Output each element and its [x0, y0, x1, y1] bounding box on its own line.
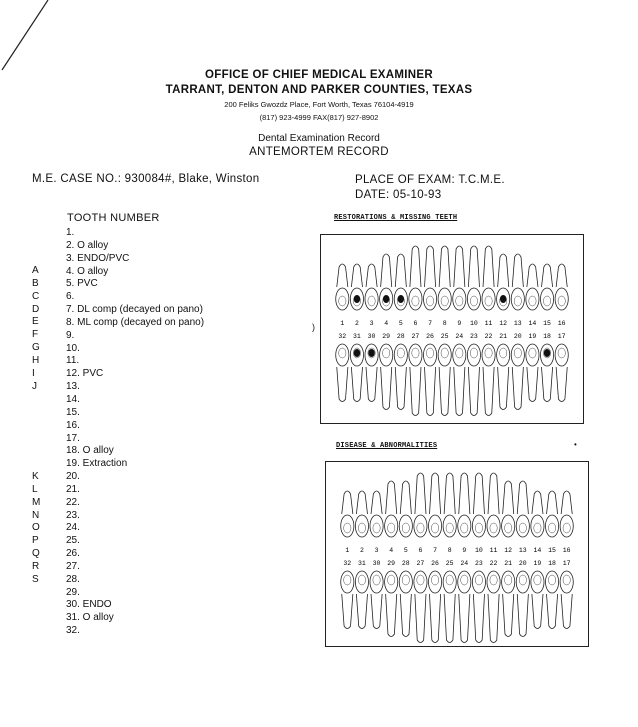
tooth-row: 16. [66, 419, 80, 431]
letterhead [0, 68, 638, 159]
upper-tooth-crown [487, 515, 500, 537]
lower-tooth-crown [545, 571, 558, 593]
upper-tooth-root [527, 264, 538, 287]
upper-tooth-crown [385, 515, 398, 537]
primary-tooth-letter: N [32, 509, 40, 521]
upper-tooth-root [366, 264, 377, 287]
lower-tooth-number: 31 [353, 333, 361, 340]
lower-tooth-root [454, 367, 465, 416]
tooth-row: 11. [66, 355, 80, 367]
primary-tooth-letter: D [32, 303, 40, 315]
lower-tooth-root [410, 367, 421, 416]
upper-tooth-number: 1 [340, 320, 345, 327]
disease-label: DISEASE & ABNORMALITIES [336, 442, 438, 450]
primary-letters-lower [32, 471, 40, 587]
upper-tooth-number: 2 [354, 320, 359, 327]
restorations-chart [320, 234, 584, 424]
upper-tooth-number: 7 [433, 547, 438, 554]
lower-tooth-number: 28 [396, 333, 405, 340]
lower-tooth-root [425, 367, 436, 416]
disease-chart [325, 461, 589, 647]
lower-tooth-root [459, 594, 470, 643]
upper-tooth-root [386, 481, 397, 514]
upper-tooth-crown [531, 515, 544, 537]
lower-tooth-crown [516, 571, 529, 593]
lower-tooth-crown [511, 344, 524, 366]
primary-tooth-letter: I [32, 367, 35, 379]
upper-tooth-root [488, 473, 499, 514]
tooth-row: 29. [66, 586, 80, 598]
lower-tooth-crown [355, 571, 368, 593]
upper-tooth-number: 9 [462, 547, 467, 554]
upper-tooth-number: 12 [499, 320, 508, 327]
exam-info [355, 173, 505, 203]
upper-tooth-root [459, 473, 470, 514]
upper-tooth-number: 10 [470, 320, 478, 327]
upper-tooth-crown [502, 515, 515, 537]
lower-tooth-root [395, 367, 406, 410]
lower-tooth-number: 24 [460, 560, 469, 567]
upper-tooth-number: 13 [513, 320, 522, 327]
upper-tooth-root [468, 246, 479, 287]
lower-tooth-number: 18 [543, 333, 551, 340]
upper-tooth-number: 8 [442, 320, 447, 327]
upper-tooth-root [542, 264, 553, 287]
lower-tooth-crown [399, 571, 412, 593]
upper-tooth-root [400, 481, 411, 514]
upper-tooth-crown [341, 515, 354, 537]
lower-tooth-root [444, 594, 455, 643]
upper-tooth-crown [482, 288, 495, 310]
lower-tooth-number: 18 [548, 560, 556, 567]
lower-tooth-crown [380, 344, 393, 366]
lower-tooth-crown [487, 571, 500, 593]
tooth-row: 7. DL comp (decayed on pano) [66, 304, 203, 316]
office-phone: (817) 923-4999 FAX(817) 927-8902 [259, 113, 379, 122]
office-address: 200 Feliks Gwozdz Place, Fort Worth, Texas 76104-4919 [224, 100, 414, 109]
tooth-list [66, 227, 204, 638]
tooth-row: 20. [66, 471, 80, 483]
upper-tooth-root [337, 264, 348, 287]
upper-tooth-number: 3 [369, 320, 374, 327]
upper-tooth-crown [438, 288, 451, 310]
upper-tooth-crown [336, 288, 349, 310]
upper-tooth-crown [428, 515, 441, 537]
case-number: M.E. CASE NO.: 930084#, Blake, Winston [32, 173, 260, 185]
upper-tooth-root [454, 246, 465, 287]
lower-tooth-crown [472, 571, 485, 593]
lower-tooth-number: 22 [484, 333, 493, 340]
tooth-row: 14. [66, 393, 80, 405]
lower-tooth-crown [438, 344, 451, 366]
upper-tooth-number: 9 [457, 320, 462, 327]
tooth-row: 2. O alloy [66, 239, 109, 251]
primary-tooth-letter: A [32, 265, 39, 276]
upper-tooth-crown [414, 515, 427, 537]
lower-tooth-root [556, 367, 567, 402]
lower-tooth-number: 30 [367, 333, 376, 340]
upper-tooth-crown [540, 288, 553, 310]
tooth-row: 18. O alloy [66, 445, 114, 457]
counties-title: TARRANT, DENTON AND PARKER COUNTIES, TEXAS [165, 84, 473, 96]
primary-tooth-letter: L [32, 483, 38, 495]
tooth-row: 13. [66, 381, 80, 393]
tooth-row: 22. [66, 496, 80, 508]
upper-tooth-crown [511, 288, 524, 310]
exam-date: DATE: 05-10-93 [355, 189, 442, 201]
upper-tooth-crown [516, 515, 529, 537]
upper-tooth-number: 5 [398, 320, 403, 327]
tooth-row: 17. [66, 432, 80, 444]
upper-tooth-root [517, 481, 528, 514]
lower-tooth-crown [394, 344, 407, 366]
primary-tooth-letter: C [32, 290, 40, 302]
primary-tooth-letter: H [32, 354, 40, 366]
lower-tooth-crown [560, 571, 573, 593]
tooth-row: 19. Extraction [66, 458, 128, 470]
upper-tooth-number: 2 [359, 547, 364, 554]
lower-tooth-root [351, 367, 362, 402]
lower-tooth-number: 26 [431, 560, 439, 567]
upper-tooth-crown [560, 515, 573, 537]
upper-tooth-root [512, 254, 523, 287]
upper-tooth-number: 11 [484, 320, 493, 327]
upper-tooth-crown [472, 515, 485, 537]
upper-tooth-root [439, 246, 450, 287]
tooth-row: 26. [66, 548, 80, 560]
upper-tooth-number: 15 [543, 320, 551, 327]
lower-tooth-root [488, 594, 499, 643]
lower-tooth-root [483, 367, 494, 416]
restoration-mark [500, 295, 506, 303]
lower-tooth-crown [428, 571, 441, 593]
primary-tooth-letter: E [32, 316, 39, 328]
lower-tooth-crown [409, 344, 422, 366]
upper-tooth-number: 1 [345, 547, 350, 554]
tooth-row: 10. [66, 342, 80, 354]
lower-tooth-crown [526, 344, 539, 366]
tooth-row: 32. [66, 625, 80, 637]
upper-tooth-number: 6 [413, 320, 418, 327]
lower-tooth-crown [467, 344, 480, 366]
lower-tooth-root [415, 594, 426, 643]
primary-tooth-letter: P [32, 535, 39, 547]
lower-tooth-number: 25 [445, 560, 454, 567]
restorations-label: RESTORATIONS & MISSING TEETH [334, 214, 458, 222]
upper-tooth-crown [453, 288, 466, 310]
upper-tooth-root [381, 254, 392, 287]
upper-tooth-number: 16 [562, 547, 571, 554]
lower-tooth-number: 21 [499, 333, 508, 340]
tooth-row: 31. O alloy [66, 612, 114, 624]
lower-tooth-number: 25 [440, 333, 449, 340]
upper-tooth-root [444, 473, 455, 514]
lower-tooth-root [542, 367, 553, 402]
lower-tooth-root [561, 594, 572, 629]
upper-tooth-number: 6 [418, 547, 423, 554]
lower-tooth-number: 27 [411, 333, 420, 340]
upper-tooth-crown [443, 515, 456, 537]
upper-tooth-crown [458, 515, 471, 537]
tooth-row: 4. O alloy [66, 265, 109, 277]
lower-tooth-number: 32 [338, 333, 347, 340]
lower-tooth-root [430, 594, 441, 643]
lower-tooth-number: 29 [387, 560, 396, 567]
tooth-row: 30. ENDO [66, 599, 112, 611]
lower-tooth-number: 21 [504, 560, 513, 567]
lower-tooth-root [337, 367, 348, 402]
upper-tooth-crown [365, 288, 378, 310]
primary-tooth-letter: S [32, 573, 39, 585]
tooth-row: 6. [66, 291, 75, 303]
lower-tooth-root [400, 594, 411, 637]
tooth-row: 15. [66, 406, 80, 418]
tooth-row: 5. PVC [66, 278, 98, 290]
primary-letters-upper [32, 265, 40, 393]
lower-tooth-root [342, 594, 353, 629]
place-of-exam: PLACE OF EXAM: T.C.M.E. [355, 174, 505, 186]
upper-tooth-root [498, 254, 509, 287]
lower-tooth-crown [458, 571, 471, 593]
upper-tooth-number: 13 [518, 547, 527, 554]
lower-tooth-root [473, 594, 484, 643]
lower-tooth-crown [497, 344, 510, 366]
lower-tooth-crown [502, 571, 515, 593]
upper-tooth-crown [399, 515, 412, 537]
upper-tooth-root [395, 254, 406, 287]
lower-tooth-number: 29 [382, 333, 391, 340]
lower-tooth-number: 17 [557, 333, 566, 340]
upper-tooth-crown [423, 288, 436, 310]
upper-tooth-number: 14 [528, 320, 537, 327]
lower-tooth-root [356, 594, 367, 629]
lower-tooth-number: 23 [470, 333, 478, 340]
primary-tooth-letter: Q [32, 548, 40, 560]
tooth-row: 21. [66, 483, 80, 495]
record-type: Dental Examination Record [258, 133, 380, 144]
lower-tooth-number: 32 [343, 560, 352, 567]
record-title: ANTEMORTEM RECORD [249, 146, 389, 158]
tooth-row: 25. [66, 535, 80, 547]
lower-tooth-crown [385, 571, 398, 593]
lower-tooth-number: 23 [475, 560, 483, 567]
tooth-row: 27. [66, 560, 80, 572]
lower-tooth-number: 31 [358, 560, 366, 567]
upper-tooth-number: 12 [504, 547, 513, 554]
upper-tooth-number: 4 [384, 320, 389, 327]
lower-tooth-crown [423, 344, 436, 366]
upper-tooth-crown [555, 288, 568, 310]
tooth-row: 1. [66, 227, 75, 238]
primary-tooth-letter: M [32, 496, 41, 508]
upper-tooth-root [503, 481, 514, 514]
primary-tooth-letter: G [32, 342, 40, 354]
restoration-mark [398, 295, 404, 303]
primary-tooth-letter: K [32, 471, 39, 482]
primary-tooth-letter: O [32, 522, 40, 534]
primary-tooth-letter: J [32, 380, 37, 392]
lower-tooth-number: 19 [533, 560, 542, 567]
upper-tooth-crown [370, 515, 383, 537]
upper-tooth-number: 11 [489, 547, 498, 554]
lower-tooth-root [468, 367, 479, 416]
lower-tooth-number: 22 [489, 560, 498, 567]
lower-tooth-number: 20 [513, 333, 522, 340]
primary-tooth-letter: F [32, 329, 39, 341]
upper-tooth-number: 3 [374, 547, 379, 554]
lower-tooth-number: 27 [416, 560, 425, 567]
lower-tooth-root [517, 594, 528, 637]
upper-tooth-crown [467, 288, 480, 310]
tooth-row: 8. ML comp (decayed on pano) [66, 316, 205, 328]
lower-tooth-root [547, 594, 558, 629]
lower-tooth-crown [555, 344, 568, 366]
lower-tooth-root [386, 594, 397, 637]
upper-tooth-number: 10 [475, 547, 483, 554]
lower-tooth-number: 20 [518, 560, 527, 567]
upper-tooth-root [473, 473, 484, 514]
lower-tooth-crown [453, 344, 466, 366]
lower-tooth-root [371, 594, 382, 629]
upper-tooth-root [342, 491, 353, 514]
lower-tooth-root [527, 367, 538, 402]
upper-tooth-crown [545, 515, 558, 537]
lower-tooth-crown [414, 571, 427, 593]
lower-tooth-crown [336, 344, 349, 366]
upper-tooth-crown [355, 515, 368, 537]
lower-tooth-root [532, 594, 543, 629]
tooth-row: 12. PVC [66, 368, 104, 380]
lower-tooth-root [498, 367, 509, 410]
upper-tooth-root [547, 491, 558, 514]
lower-tooth-number: 30 [372, 560, 381, 567]
tooth-row: 23. [66, 509, 80, 521]
upper-tooth-root [410, 246, 421, 287]
lower-tooth-root [381, 367, 392, 410]
tooth-row: 24. [66, 522, 80, 534]
lower-tooth-crown [531, 571, 544, 593]
upper-tooth-number: 4 [389, 547, 394, 554]
tooth-row: 28. [66, 573, 80, 585]
upper-tooth-root [371, 491, 382, 514]
upper-tooth-root [561, 491, 572, 514]
upper-tooth-root [356, 491, 367, 514]
lower-tooth-number: 19 [528, 333, 537, 340]
primary-tooth-letter: R [32, 560, 40, 572]
restoration-mark [354, 349, 360, 357]
upper-tooth-number: 5 [403, 547, 408, 554]
restoration-mark [368, 349, 374, 357]
upper-tooth-root [556, 264, 567, 287]
lower-tooth-crown [341, 571, 354, 593]
lower-tooth-crown [370, 571, 383, 593]
lower-tooth-crown [482, 344, 495, 366]
upper-tooth-crown [526, 288, 539, 310]
tooth-row: 3. ENDO/PVC [66, 252, 130, 264]
upper-tooth-number: 14 [533, 547, 542, 554]
lower-tooth-number: 28 [401, 560, 410, 567]
disease-chart-svg [326, 462, 588, 646]
tooth-row: 9. [66, 329, 75, 341]
upper-tooth-root [415, 473, 426, 514]
lower-tooth-root [503, 594, 514, 637]
lower-tooth-number: 24 [455, 333, 464, 340]
tooth-number-heading: TOOTH NUMBER [67, 212, 160, 224]
lower-tooth-root [439, 367, 450, 416]
upper-tooth-root [430, 473, 441, 514]
upper-tooth-root [351, 264, 362, 287]
lower-tooth-number: 26 [426, 333, 434, 340]
restorations-chart-svg [321, 235, 583, 423]
upper-tooth-number: 8 [447, 547, 452, 554]
restoration-mark [354, 295, 360, 303]
restoration-mark [544, 349, 550, 357]
lower-tooth-root [366, 367, 377, 402]
restoration-mark [383, 295, 389, 303]
upper-tooth-crown [409, 288, 422, 310]
lower-tooth-crown [443, 571, 456, 593]
stray-mark: • [574, 440, 577, 449]
lower-tooth-number: 17 [562, 560, 571, 567]
office-title: OFFICE OF CHIEF MEDICAL EXAMINER [205, 69, 433, 81]
upper-tooth-root [532, 491, 543, 514]
lower-tooth-root [512, 367, 523, 410]
bracket-mark: ) [312, 322, 315, 332]
upper-tooth-root [483, 246, 494, 287]
upper-tooth-number: 15 [548, 547, 556, 554]
upper-tooth-number: 16 [557, 320, 566, 327]
primary-tooth-letter: B [32, 277, 39, 289]
upper-tooth-number: 7 [428, 320, 433, 327]
upper-tooth-root [425, 246, 436, 287]
